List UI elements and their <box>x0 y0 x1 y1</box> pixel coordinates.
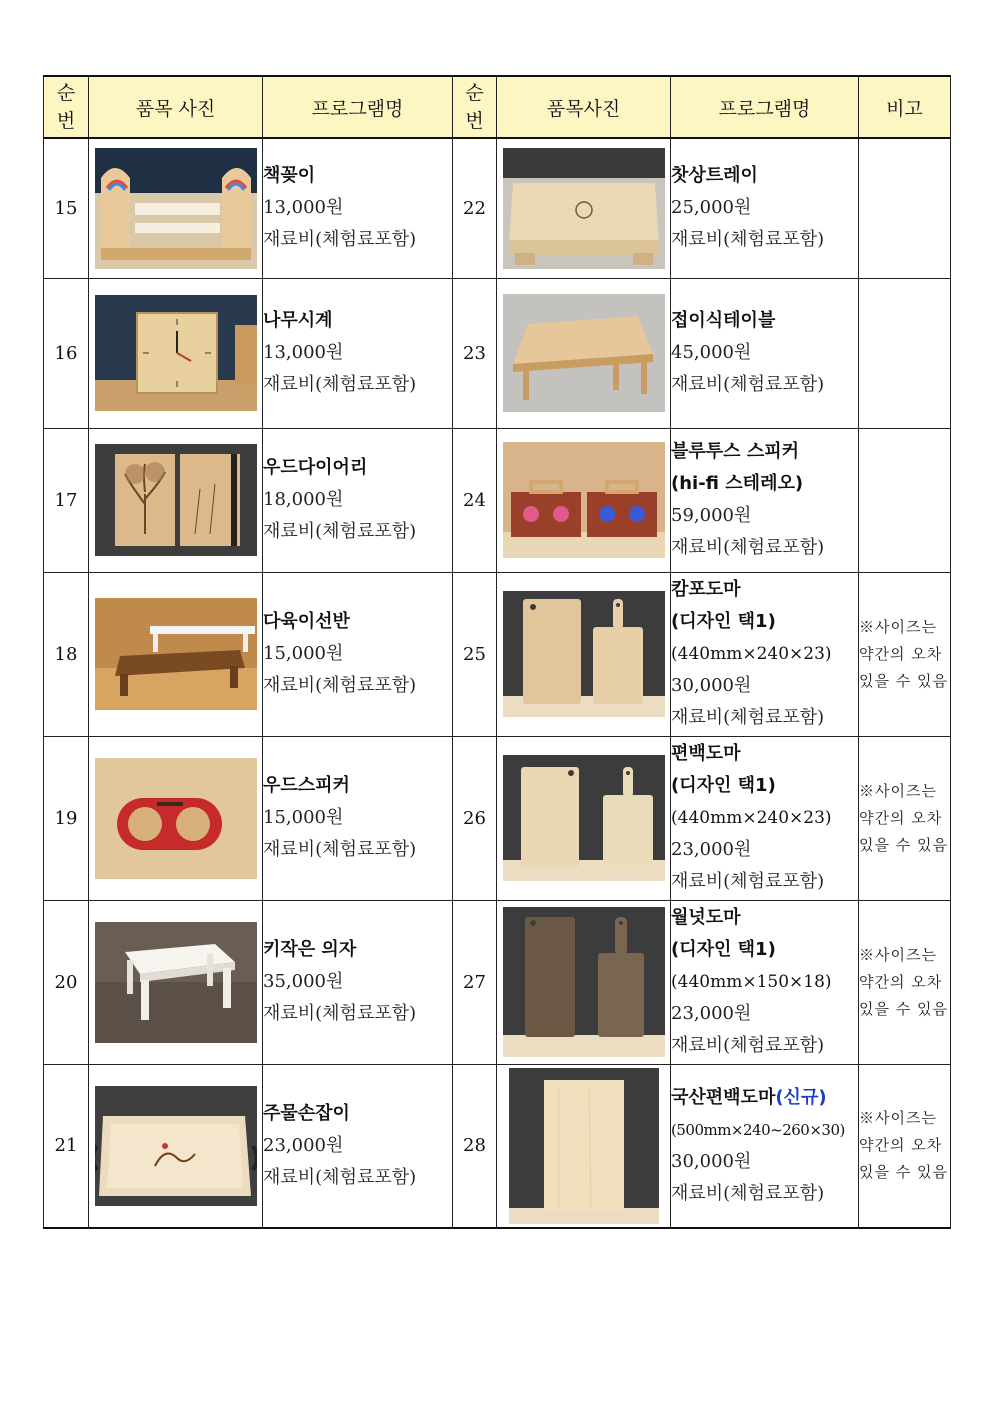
table-row <box>44 900 951 1064</box>
item-price: 15,000원 <box>263 643 344 664</box>
item-price: 23,000원 <box>671 839 752 860</box>
header-photo-right: 품목사진 <box>497 76 671 138</box>
header-number-right <box>453 76 497 138</box>
item-photo <box>89 736 263 900</box>
header-number <box>44 76 89 138</box>
item-price: 23,000원 <box>671 1003 752 1024</box>
item-info <box>263 900 453 1064</box>
item-price: 18,000원 <box>263 489 344 510</box>
item-number: 16 <box>44 278 89 428</box>
tea-tray-photo <box>503 148 665 269</box>
item-number: 22 <box>453 138 497 278</box>
item-info <box>671 138 859 278</box>
wood-speaker-photo <box>95 758 257 879</box>
item-fee: 재료비(체험료포함) <box>263 521 417 542</box>
item-info <box>263 572 453 736</box>
item-remark: ※사이즈는 약간의 오차 있을 수 있음 <box>859 736 951 900</box>
product-table <box>43 75 951 1229</box>
header-program-right: 프로그램명 <box>671 76 859 138</box>
item-photo <box>497 1064 671 1228</box>
wooden-clock-photo <box>95 295 257 411</box>
item-price: 30,000원 <box>671 1150 752 1172</box>
item-name: 캄포도마 <box>671 579 741 600</box>
item-remark: ※사이즈는 약간의 오차 있을 수 있음 <box>859 572 951 736</box>
table-row <box>44 138 951 278</box>
item-name: 키작은 의자 <box>263 939 357 960</box>
item-fee: 재료비(체험료포함) <box>671 871 825 892</box>
item-size: (440mm×240×23) <box>671 644 832 664</box>
item-name-sub: (디자인 택1) <box>671 939 776 960</box>
item-photo <box>497 736 671 900</box>
item-name: 주물손잡이 <box>263 1102 350 1124</box>
header-program-left: 프로그램명 <box>263 76 453 138</box>
bluetooth-speaker-photo <box>503 442 665 558</box>
item-number: 23 <box>453 278 497 428</box>
item-price: 30,000원 <box>671 675 752 696</box>
table-row <box>44 736 951 900</box>
item-photo <box>497 900 671 1064</box>
item-number: 25 <box>453 572 497 736</box>
item-remark <box>859 138 951 278</box>
item-name: 책꽂이 <box>263 165 316 187</box>
item-photo <box>89 278 263 428</box>
item-name: 월넛도마 <box>671 907 741 928</box>
header-number-right-label: 순 번 <box>465 82 484 132</box>
item-name: 다육이선반 <box>263 611 350 632</box>
item-name: 우드스피커 <box>263 775 350 796</box>
item-info <box>671 572 859 736</box>
item-fee: 재료비(체험료포함) <box>263 1003 417 1024</box>
item-info <box>671 900 859 1064</box>
item-info <box>263 138 453 278</box>
header-row <box>44 76 951 138</box>
item-photo <box>497 138 671 278</box>
folding-table-photo <box>503 294 665 412</box>
item-number: 20 <box>44 900 89 1064</box>
item-fee: 재료비(체험료포함) <box>671 1182 825 1204</box>
cast-handle-tray-photo <box>95 1086 257 1206</box>
item-fee: 재료비(체험료포함) <box>671 1035 825 1056</box>
walnut-board-photo <box>503 907 665 1057</box>
item-photo <box>89 1064 263 1228</box>
item-name-row <box>671 1082 858 1114</box>
item-name: 나무시계 <box>263 310 333 331</box>
item-name-sub: (hi-fi 스테레오) <box>671 473 804 494</box>
item-remark <box>859 428 951 572</box>
item-photo <box>89 428 263 572</box>
item-photo <box>497 278 671 428</box>
header-remark: 비고 <box>859 76 951 138</box>
item-photo <box>497 572 671 736</box>
item-photo <box>89 572 263 736</box>
item-fee: 재료비(체험료포함) <box>263 839 417 860</box>
wood-diary-photo <box>95 444 257 556</box>
item-name-sub: (디자인 택1) <box>671 611 776 632</box>
item-info <box>671 428 859 572</box>
item-number: 21 <box>44 1064 89 1228</box>
item-price: 25,000원 <box>671 197 752 219</box>
item-size: (440mm×240×23) <box>671 808 832 828</box>
item-name: 찻상트레이 <box>671 165 758 187</box>
item-number: 19 <box>44 736 89 900</box>
header-number-label: 순 번 <box>56 82 76 132</box>
item-info <box>671 278 859 428</box>
item-name: 접이식테이블 <box>671 310 776 331</box>
item-fee: 재료비(체험료포함) <box>263 675 417 696</box>
low-stool-photo <box>95 922 257 1043</box>
item-size: (440mm×150×18) <box>671 972 832 992</box>
item-price: 45,000원 <box>671 342 752 363</box>
item-name: 국산편백도마 <box>671 1086 776 1108</box>
item-name: 우드다이어리 <box>263 457 368 478</box>
item-remark: ※사이즈는 약간의 오차 있을 수 있음 <box>859 900 951 1064</box>
item-info <box>671 736 859 900</box>
item-price: 13,000원 <box>263 342 344 363</box>
item-fee: 재료비(체험료포함) <box>671 707 825 728</box>
item-fee: 재료비(체험료포함) <box>671 537 825 558</box>
item-fee: 재료비(체험료포함) <box>671 229 825 251</box>
succulent-shelf-photo <box>95 598 257 710</box>
camphor-board-photo <box>503 591 665 717</box>
item-info <box>263 428 453 572</box>
item-remark <box>859 278 951 428</box>
item-number: 18 <box>44 572 89 736</box>
item-photo <box>497 428 671 572</box>
item-price: 15,000원 <box>263 807 344 828</box>
new-badge: (신규) <box>775 1086 827 1108</box>
header-photo-left: 품목 사진 <box>89 76 263 138</box>
domestic-cypress-board-photo <box>509 1068 659 1224</box>
table-row <box>44 428 951 572</box>
item-number: 26 <box>453 736 497 900</box>
item-photo <box>89 900 263 1064</box>
item-number: 15 <box>44 138 89 278</box>
table-row <box>44 1064 951 1228</box>
table-row <box>44 278 951 428</box>
item-number: 27 <box>453 900 497 1064</box>
item-price: 23,000원 <box>263 1134 344 1156</box>
item-info <box>263 736 453 900</box>
item-number: 24 <box>453 428 497 572</box>
item-info <box>263 1064 453 1228</box>
item-fee: 재료비(체험료포함) <box>263 229 417 251</box>
item-name: 편백도마 <box>671 743 741 764</box>
item-name-sub: (디자인 택1) <box>671 775 776 796</box>
item-remark: ※사이즈는 약간의 오차 있을 수 있음 <box>859 1064 951 1228</box>
item-number: 28 <box>453 1064 497 1228</box>
bookshelf-photo <box>95 148 257 269</box>
item-fee: 재료비(체험료포함) <box>263 374 417 395</box>
item-fee: 재료비(체험료포함) <box>263 1166 417 1188</box>
table-row <box>44 572 951 736</box>
item-photo <box>89 138 263 278</box>
item-price: 13,000원 <box>263 197 344 219</box>
item-fee: 재료비(체험료포함) <box>671 374 825 395</box>
item-price: 35,000원 <box>263 971 344 992</box>
item-info <box>671 1064 859 1228</box>
item-info <box>263 278 453 428</box>
item-name: 블루투스 스피커 <box>671 441 799 462</box>
item-price: 59,000원 <box>671 505 752 526</box>
cypress-board-photo <box>503 755 665 881</box>
item-number: 17 <box>44 428 89 572</box>
item-size: (500mm×240~260×30) <box>671 1120 845 1139</box>
